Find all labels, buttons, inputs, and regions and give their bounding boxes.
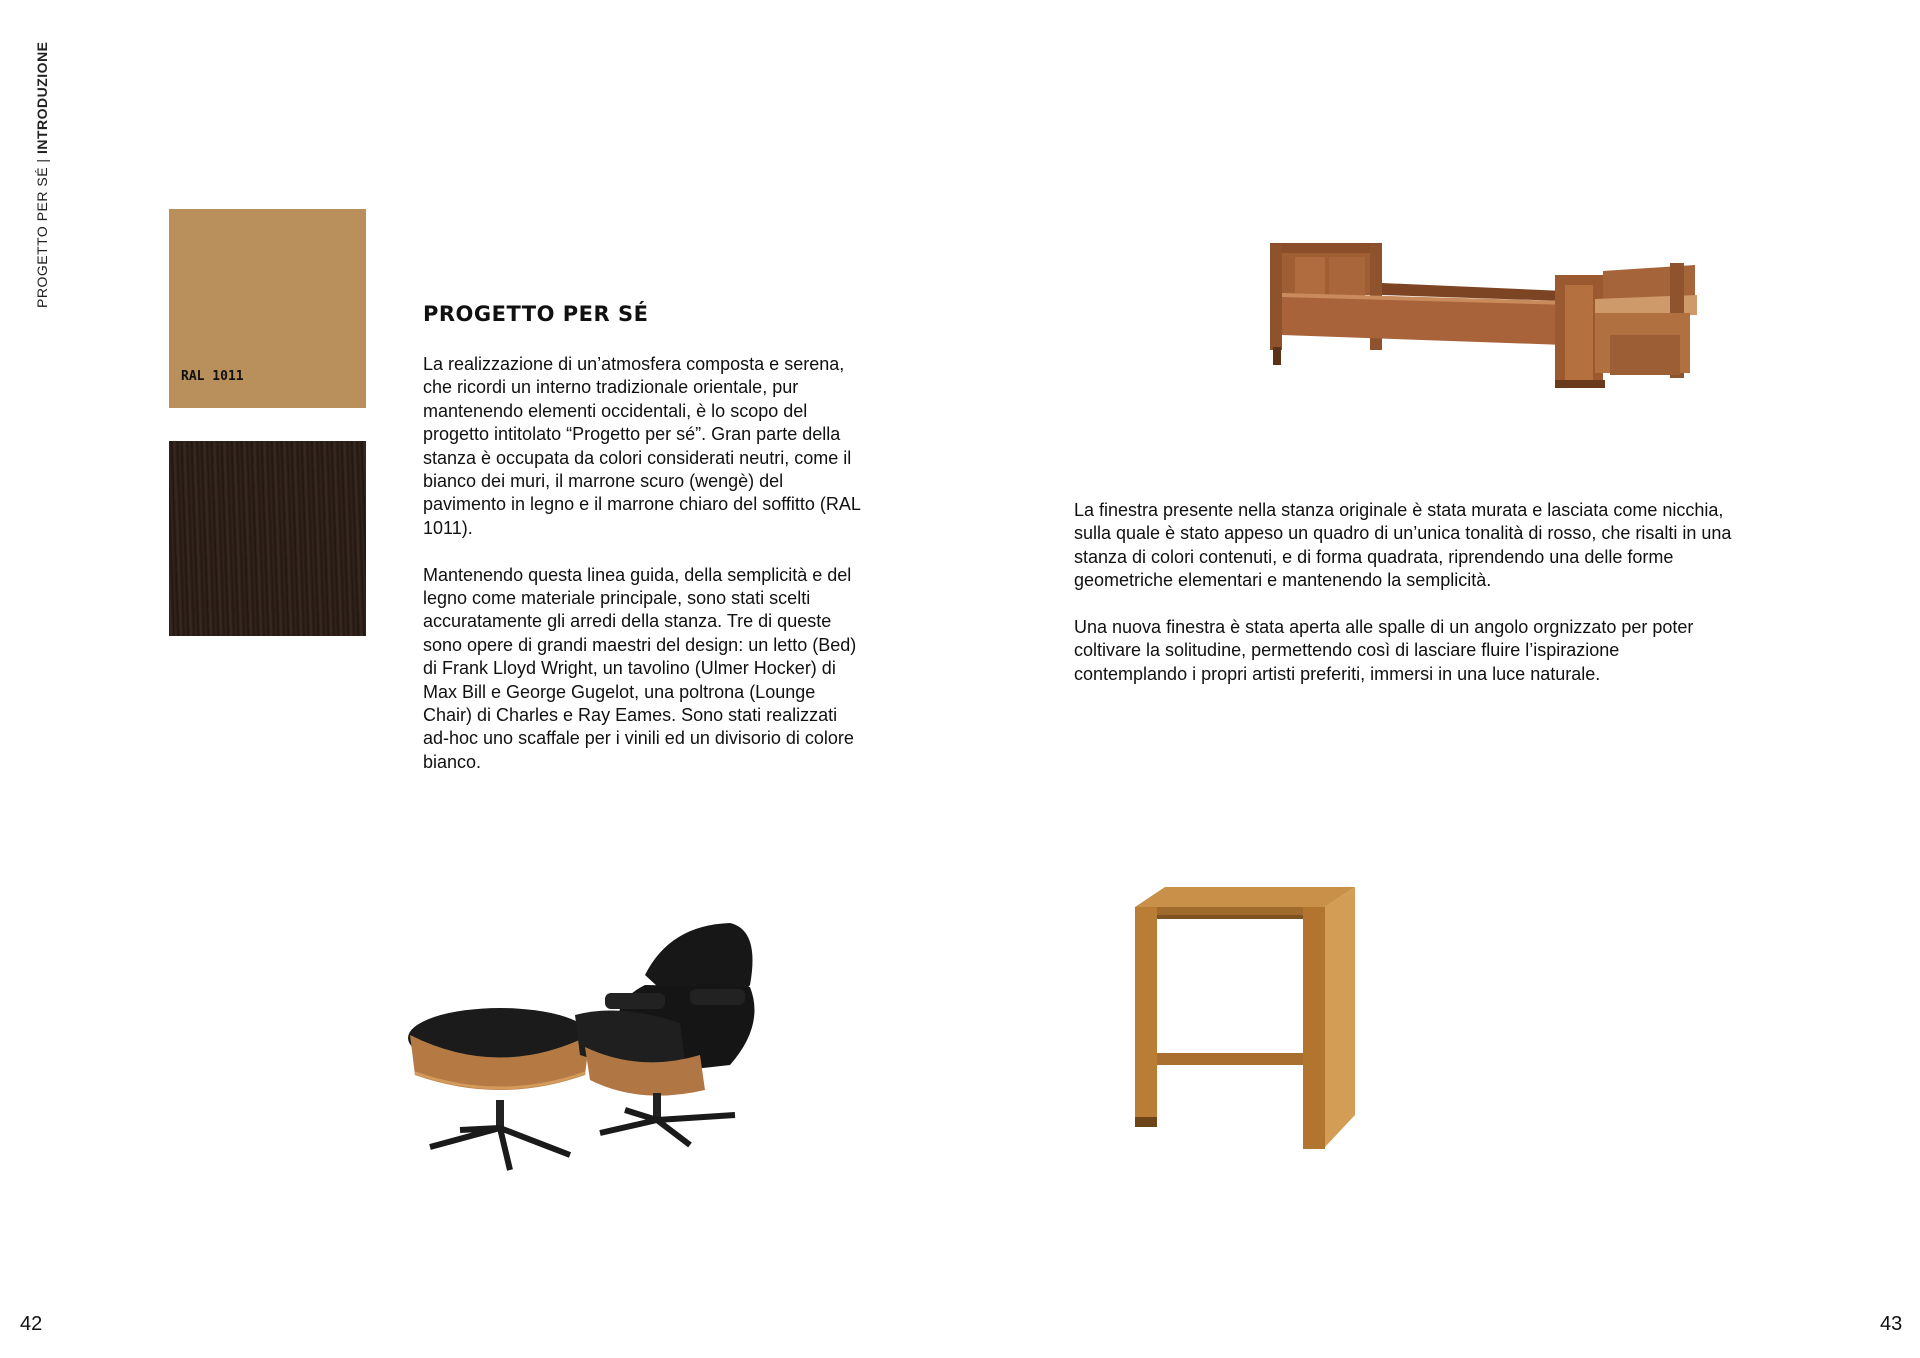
intro-text — [423, 353, 863, 798]
page-number-left: 42 — [20, 1313, 43, 1335]
section-name: PROGETTO PER SÉ | — [34, 154, 50, 308]
ral-1011-swatch — [169, 209, 366, 408]
page-title: PROGETTO PER SÉ — [423, 302, 649, 326]
page-number-right: 43 — [1880, 1313, 1903, 1335]
section-header — [34, 41, 50, 308]
bed-photo — [1265, 235, 1715, 405]
lounge-chair-photo — [400, 915, 820, 1175]
ulmer-hocker-photo — [1125, 885, 1365, 1150]
intro-paragraph-1: La realizzazione di un’atmosfera composta e serena, che ricordi un interno tradizionale orientale, pur mantenendo elementi occidentali, è lo scopo del progetto intitolato “Progetto per sé”. Gran parte della stanza è occupata da colori considerati neutri, come il bianco dei muri, il marrone scuro (wengè) del pavimento in legno e il marrone chiaro del soffitto (RAL 1011). — [423, 354, 861, 538]
intro-paragraph-2: Mantenendo questa linea guida, della semplicità e del legno come materiale principale, sono stati scelti accuratamente gli arredi della stanza. Tre di queste sono opere di grandi maestri del design: un letto (Bed) di Frank Lloyd Wright, un tavolino (Ulmer Hocker) di Max Bill e George Gugelot, una poltrona (Lounge Chair) di Charles e Ray Eames. Sono stati realizzati ad-hoc uno scaffale per i vinili ed un divisorio di colore bianco. — [423, 564, 857, 772]
window-paragraph-1: La finestra presente nella stanza originale è stata murata e lasciata come nicchia, sulla quale è stato appeso un quadro di un’unica tonalità di rosso, che risalti in una stanza di colori contenuti, e di forma quadrata, riprendendo una delle forme geometriche elementari e mantenendo la semplicità. — [1074, 500, 1732, 591]
chapter-name: INTRODUZIONE — [34, 41, 50, 155]
window-text — [1074, 499, 1734, 710]
ral-label: RAL 1011 — [181, 369, 244, 384]
wenge-wood-swatch — [169, 441, 366, 636]
window-paragraph-2: Una nuova finestra è stata aperta alle spalle di un angolo orgnizzato per poter coltivare la solitudine, permettendo così di lasciare fluire l’ispirazione contemplando i propri artisti preferiti, immersi in una luce naturale. — [1074, 617, 1694, 684]
